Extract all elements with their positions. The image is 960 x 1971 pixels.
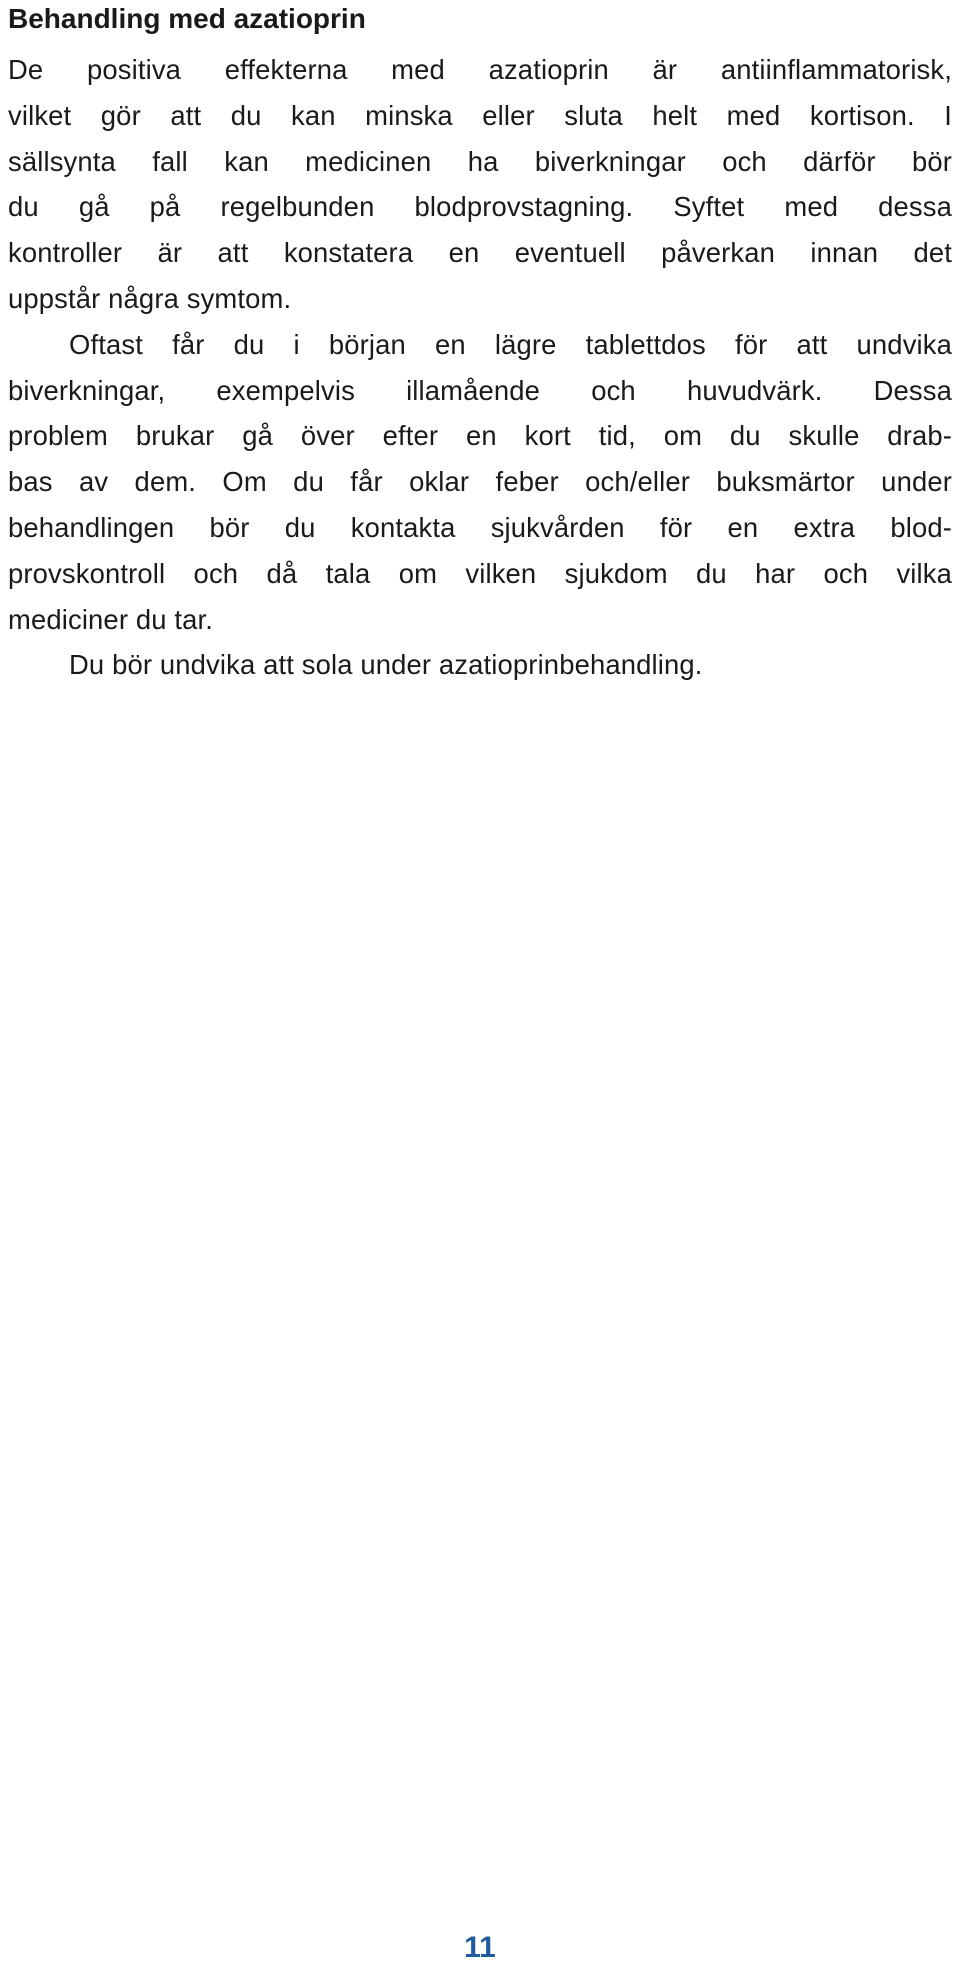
text-line: biverkningar, exempelvis illamående och huvudvärk. Dessa [8, 374, 952, 406]
text-line: bas av dem. Om du får oklar feber och/eller buksmärtor under [8, 466, 952, 498]
text-line: uppstår några symtom. [8, 282, 292, 314]
paragraph [8, 47, 952, 322]
text-line: du gå på regelbunden blodprovstagning. Syftet med dessa [8, 191, 952, 223]
text-line: De positiva effekterna med azatioprin är antiinflammatorisk, [8, 54, 952, 85]
document-page [8, 0, 952, 688]
text-line: problem brukar gå över efter en kort tid, om du skulle drab- [8, 420, 952, 452]
body-text [8, 47, 952, 688]
section-heading: Behandling med azatioprin [8, 3, 366, 34]
text-line: vilket gör att du kan minska eller sluta helt med kortison. I [8, 99, 952, 131]
paragraph [8, 642, 952, 688]
text-line: Oftast får du i början en lägre tablettdos för att undvika [69, 328, 952, 360]
text-line: provskontroll och då tala om vilken sjukdom du har och vilka [8, 557, 952, 589]
page-number: 11 [464, 1931, 496, 1964]
text-line: Du bör undvika att sola under azatioprinbehandling. [69, 649, 703, 681]
text-line: mediciner du tar. [8, 603, 214, 635]
paragraph [8, 322, 952, 643]
text-line: behandlingen bör du kontakta sjukvården för en extra blod- [8, 511, 952, 543]
text-line: sällsynta fall kan medicinen ha biverkningar och därför bör [8, 145, 952, 177]
text-line: kontroller är att konstatera en eventuell påverkan innan det [8, 237, 952, 269]
